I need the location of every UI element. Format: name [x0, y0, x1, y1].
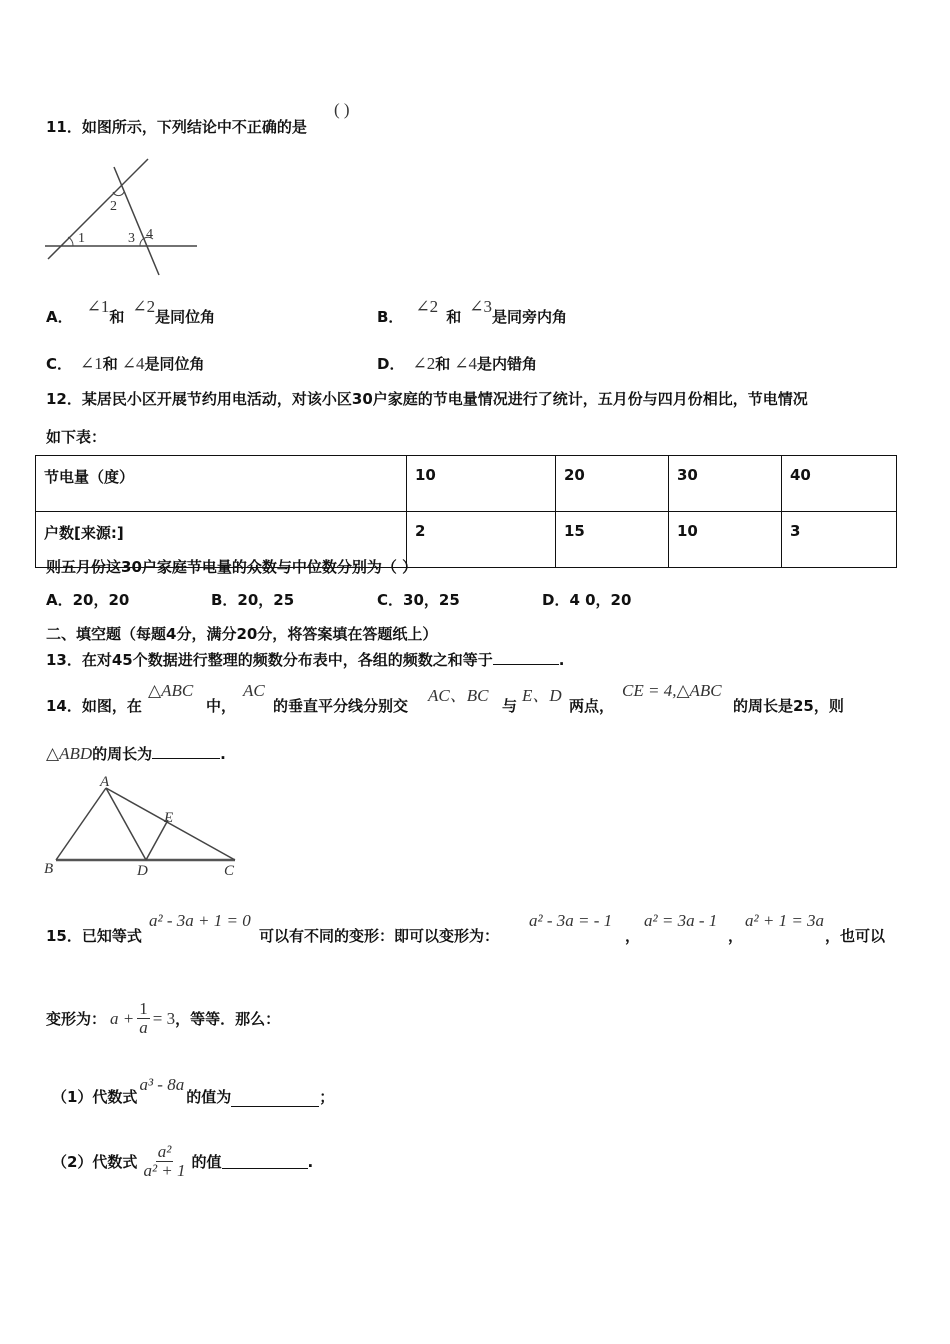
- q12-stem-line1: 12．某居民小区开展节约用电活动，对该小区30户家庭的节电量情况进行了统计，五月份与四月份相比，节电情况: [46, 390, 808, 408]
- q15-eq0: a² - 3a + 1 = 0: [149, 911, 251, 930]
- q15-p2: 可以有不同的变形：即可以变形为：: [259, 927, 500, 945]
- table-cell: 20: [556, 456, 669, 512]
- label-angle-3: 3: [128, 231, 135, 246]
- table-cell: 3: [782, 512, 897, 568]
- label-C: C: [224, 863, 235, 879]
- q12-table: [35, 455, 897, 568]
- q11-answer-paren: ( ): [334, 100, 350, 119]
- table-cell: 户数[来源:]: [36, 512, 407, 568]
- q15-eq1: a² - 3a = - 1: [529, 911, 613, 930]
- table-row: [36, 456, 897, 512]
- q11-option-a[interactable]: A．∠1和∠2是同位角: [46, 297, 216, 326]
- q12-option-b[interactable]: B．20，25: [211, 591, 295, 609]
- q14-m2: AC: [243, 681, 265, 700]
- q12-option-a[interactable]: A．20，20: [46, 591, 130, 609]
- table-cell: 15: [556, 512, 669, 568]
- q14-p4: 与: [502, 697, 518, 715]
- table-cell: 40: [782, 456, 897, 512]
- q11-option-b[interactable]: B．∠2和∠3是同旁内角: [377, 297, 567, 326]
- q14-line2: △ABD的周长为 .: [46, 744, 226, 763]
- table-cell: 2: [407, 512, 556, 568]
- q14-p5: 两点，: [569, 697, 615, 715]
- q12-option-d[interactable]: D．4 0，20: [542, 591, 632, 609]
- fraction-1-over-a: $\frac{1}{a}$: [139, 999, 148, 1037]
- table-cell: 节电量（度）: [36, 456, 407, 512]
- q11-option-c[interactable]: C． ∠1和 ∠4是同位角: [46, 354, 205, 373]
- table-cell: 10: [669, 512, 782, 568]
- table-cell: 30: [669, 456, 782, 512]
- q14-p1: 14．如图，在: [46, 697, 142, 715]
- q12-option-c[interactable]: C．30，25: [377, 591, 460, 609]
- q11-stem: 11．如图所示，下列结论中不正确的是: [46, 118, 307, 136]
- segment-DE: [146, 820, 168, 860]
- q15-line2: 变形为： a + $\frac{1}{a}$ = 3 ，等等．那么：: [46, 999, 281, 1037]
- label-B: B: [44, 861, 54, 877]
- q11-figure: [40, 155, 205, 280]
- q14-p6: 的周长是25，则: [733, 697, 844, 715]
- q15-sep2: ，: [728, 927, 744, 945]
- q15-eq2: a² = 3a - 1: [644, 911, 718, 930]
- label-D: D: [137, 863, 148, 879]
- q15-eq3: a² + 1 = 3a: [745, 911, 825, 930]
- q15-sub2: （2）代数式 $\frac{\text{a²}}{\text{a² + 1}}$ 的值 .: [52, 1142, 314, 1180]
- q14-answer-blank[interactable]: [152, 744, 220, 759]
- table-cell: 10: [407, 456, 556, 512]
- q14-m5: CE = 4,△ABC: [622, 681, 722, 700]
- q14-figure: [40, 772, 245, 882]
- q15-sub1: （1）代数式 a³ - 8a 的值为 ；: [52, 1075, 335, 1106]
- q14-p2: 中，: [206, 697, 237, 715]
- q15-p1: 15．已知等式: [46, 927, 142, 945]
- label-A: A: [100, 774, 110, 790]
- q15-sub2-answer-blank[interactable]: [222, 1154, 308, 1169]
- segment-AB: [56, 788, 106, 860]
- q14-m4: E、D: [522, 686, 562, 705]
- section-heading: 二、填空题（每题4分，满分20分，将答案填在答题纸上）: [46, 625, 438, 643]
- q15-sub1-answer-blank[interactable]: [231, 1092, 319, 1107]
- q14-m3: AC、BC: [428, 686, 489, 705]
- q15-sep1: ，: [625, 927, 641, 945]
- fraction-a2-over-a2-plus-1: $\frac{\text{a²}}{\text{a² + 1}}$: [143, 1142, 186, 1180]
- q15-p3: ，也可以: [825, 927, 886, 945]
- label-E: E: [164, 810, 174, 826]
- transversal-line-2: [114, 167, 159, 275]
- q12-question: 则五月份这30户家庭节电量的众数与中位数分别为（ ）: [46, 558, 418, 576]
- q14-p3: 的垂直平分线分别交: [273, 697, 409, 715]
- q14-m1: △ABC: [148, 681, 194, 700]
- q12-stem-line2: 如下表：: [46, 428, 107, 446]
- label-angle-2: 2: [110, 199, 117, 214]
- label-angle-1: 1: [78, 231, 85, 246]
- q13: 13．在对45个数据进行整理的频数分布表中，各组的频数之和等于 .: [46, 651, 565, 669]
- label-angle-4: 4: [146, 227, 153, 242]
- q11-option-d[interactable]: D． ∠2和 ∠4是内错角: [377, 354, 537, 373]
- q13-answer-blank[interactable]: [493, 650, 559, 665]
